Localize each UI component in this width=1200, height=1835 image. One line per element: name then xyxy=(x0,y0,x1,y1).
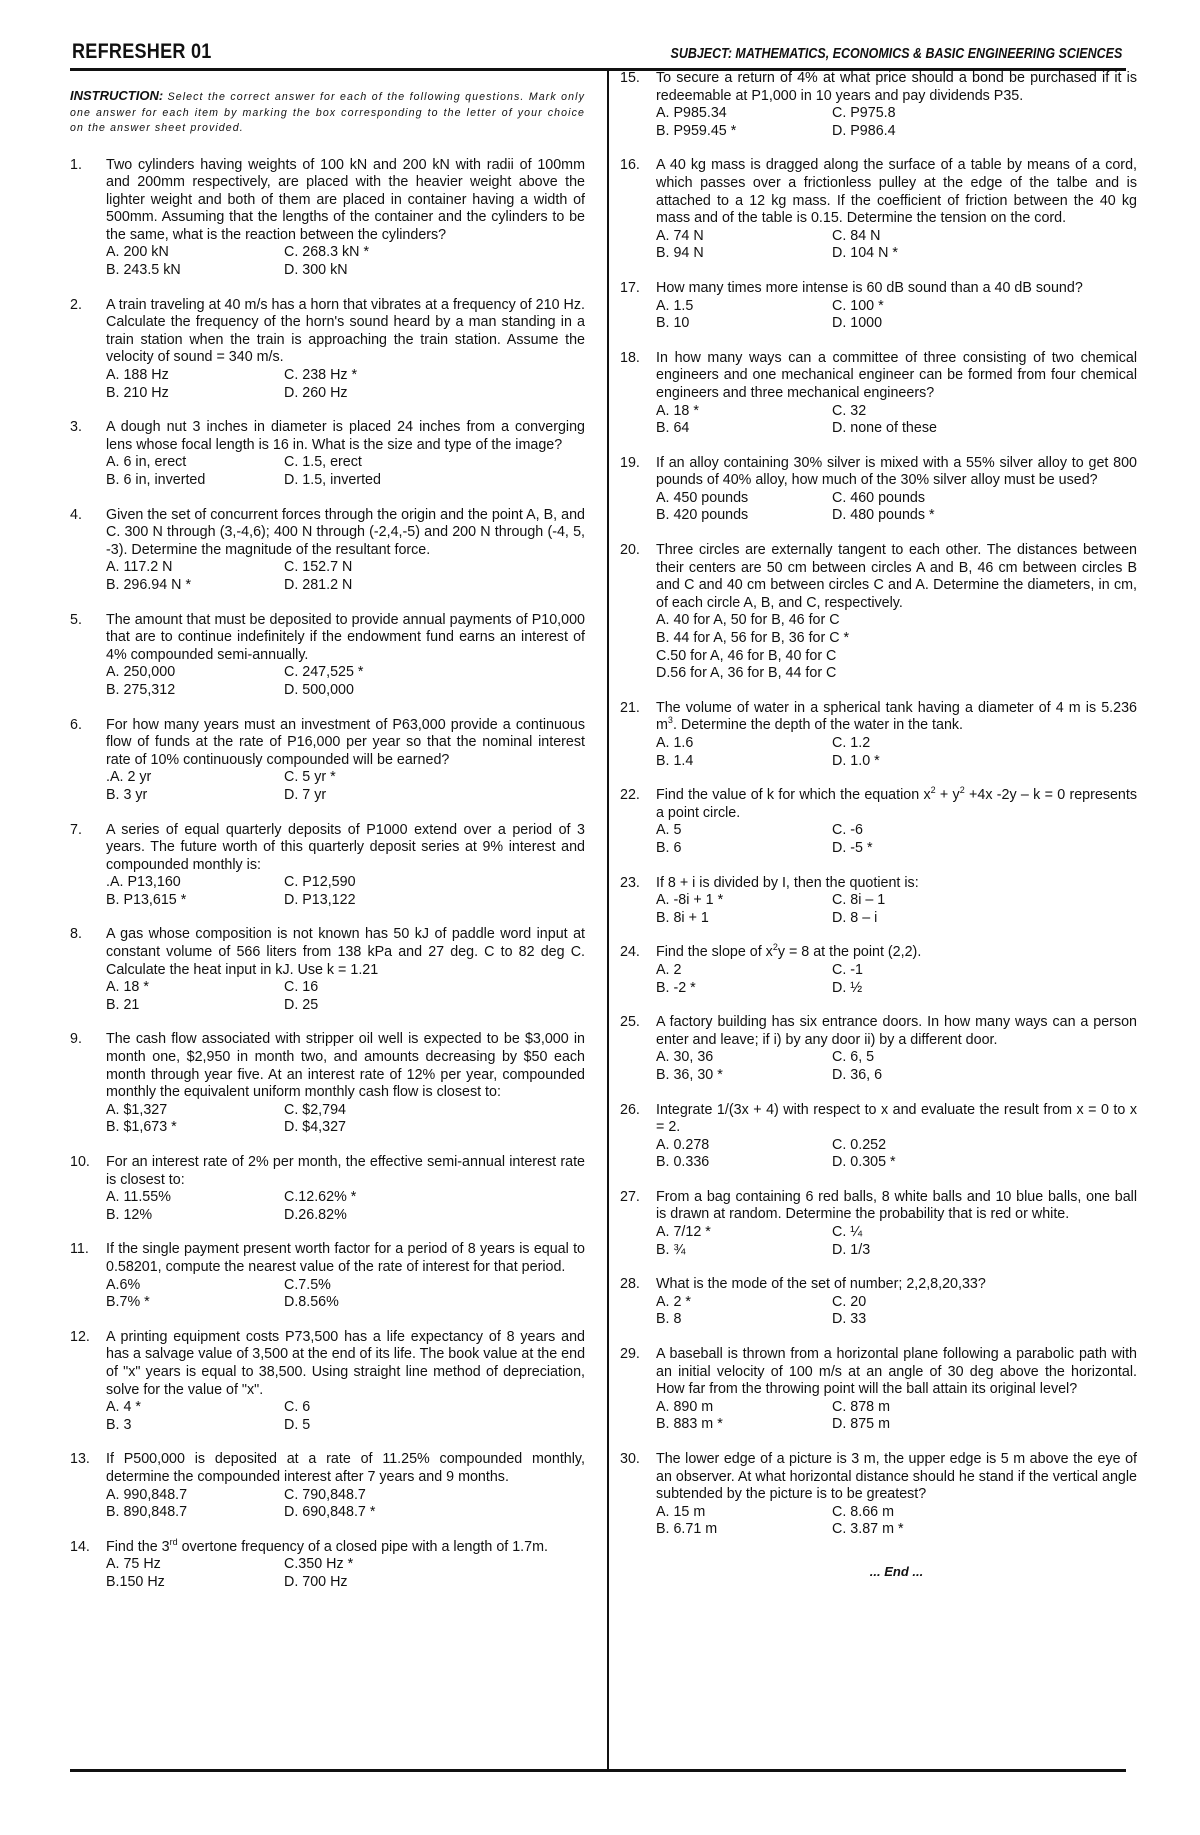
question-item xyxy=(70,507,585,595)
question-number: 7. xyxy=(70,821,82,838)
option-b: B. 6 xyxy=(656,839,682,856)
answer-options xyxy=(656,822,1137,857)
answer-options xyxy=(656,403,1137,438)
question-number: 19. xyxy=(620,454,640,471)
question-item xyxy=(620,1189,1137,1259)
question-stem: A dough nut 3 inches in diameter is placed 24 inches from a converging lens whose focal length is 16 in. What is the size and type of the image? xyxy=(106,419,585,453)
option-a: A. 1.5 xyxy=(656,297,694,314)
option-c: C. 238 Hz * xyxy=(284,367,358,384)
left-column xyxy=(70,80,585,1608)
answer-options xyxy=(656,1224,1137,1259)
option-d: D. P13,122 xyxy=(284,891,356,908)
option-d: D. 36, 6 xyxy=(832,1066,883,1083)
option-a: A. 188 Hz xyxy=(106,367,169,384)
answer-options xyxy=(656,105,1137,140)
option-d: D. 33 xyxy=(832,1311,867,1328)
option-a: A. P985.34 xyxy=(656,105,727,122)
question-item xyxy=(620,455,1137,525)
option-a: A. 0.278 xyxy=(656,1136,710,1153)
option-b: B. 3 yr xyxy=(106,786,148,803)
question-number: 1. xyxy=(70,156,82,173)
question-stem: In how many ways can a committee of three consisting of two chemical engineers and one mechanical engineer can be formed from four chemical engineers and three mechanical engineers? xyxy=(656,349,1137,401)
option-b: B. P13,615 * xyxy=(106,891,187,908)
instruction-text: Select the correct answer for each of the following questions. Mark only one answer for each item by marking the box corresponding to the letter of your choice on the answer sheet provided. xyxy=(70,91,585,134)
option-a: A. 15 m xyxy=(656,1503,706,1520)
answer-options xyxy=(106,244,585,279)
question-number: 30. xyxy=(620,1451,640,1467)
question-number: 23. xyxy=(620,874,640,891)
question-number: 22. xyxy=(620,787,640,804)
option-c: C. 32 xyxy=(832,402,867,419)
option-c: C. 268.3 kN * xyxy=(284,244,370,261)
question-item xyxy=(620,1102,1137,1172)
option-a: A. 4 * xyxy=(106,1399,141,1416)
answer-options xyxy=(656,1504,1137,1539)
question-item xyxy=(70,297,585,403)
question-number: 27. xyxy=(620,1188,640,1205)
question-number: 21. xyxy=(620,699,640,716)
option-b: B. -2 * xyxy=(656,979,696,996)
option-d: D. 25 xyxy=(284,996,319,1013)
option-a: A. 250,000 xyxy=(106,664,176,681)
question-item xyxy=(70,1451,585,1521)
option-c: C. 6 xyxy=(284,1399,311,1416)
answer-options xyxy=(656,1049,1137,1084)
option-b: B. 6.71 m xyxy=(656,1521,718,1538)
question-stem: A train traveling at 40 m/s has a horn that vibrates at a frequency of 210 Hz. Calculate the frequency of the horn's sound heard by a man standing in a train station when the train is approaching the train station. Assume the velocity of sound = 340 m/s. xyxy=(106,296,585,366)
question-item xyxy=(620,1276,1137,1329)
question-item xyxy=(620,1451,1137,1539)
option-a: A. 890 m xyxy=(656,1398,714,1415)
option-b: B. $1,673 * xyxy=(106,1119,177,1136)
option-a: A. 2 xyxy=(656,961,682,978)
question-number: 2. xyxy=(70,296,82,313)
question-stem: If the single payment present worth factor for a period of 8 years is equal to 0.58201, compute the nearest value of the rate of interest for that period. xyxy=(106,1241,585,1275)
option-c: C.50 for A, 46 for B, 40 for C xyxy=(656,647,837,664)
question-item xyxy=(70,1031,585,1137)
option-d: D. 500,000 xyxy=(284,681,354,698)
question-item xyxy=(620,787,1137,857)
option-a: A.6% xyxy=(106,1276,141,1293)
question-number: 8. xyxy=(70,926,82,943)
right-column xyxy=(620,70,1137,1581)
question-item xyxy=(620,1014,1137,1084)
option-d: D.26.82% xyxy=(284,1206,347,1223)
question-item xyxy=(70,1536,585,1592)
option-a: A. 75 Hz xyxy=(106,1556,161,1573)
option-c: C. 8.66 m xyxy=(832,1503,894,1520)
option-b: B. 94 N xyxy=(656,245,704,262)
option-d: D. 300 kN xyxy=(284,262,348,279)
option-b: B. 6 in, inverted xyxy=(106,472,206,488)
question-item xyxy=(70,717,585,805)
question-number: 3. xyxy=(70,419,82,436)
question-stem: From a bag containing 6 red balls, 8 white balls and 10 blue balls, one ball is drawn at random. Determine the probability that is red or white. xyxy=(656,1188,1137,1223)
option-c: C. 790,848.7 xyxy=(284,1486,366,1503)
question-item xyxy=(70,1241,585,1311)
question-stem: For an interest rate of 2% per month, the effective semi-annual interest rate is closest to: xyxy=(106,1154,585,1188)
question-item xyxy=(620,157,1137,263)
option-b: B. 890,848.7 xyxy=(106,1504,188,1521)
option-a: A. 1.6 xyxy=(656,735,694,751)
end-marker: ... End ... xyxy=(869,1563,924,1579)
answer-options xyxy=(656,228,1137,263)
option-c: C. -1 xyxy=(832,961,863,978)
option-b: B.150 Hz xyxy=(106,1573,165,1590)
option-c: C. -6 xyxy=(832,822,863,839)
question-list-left xyxy=(70,157,585,1522)
question-number: 14. xyxy=(70,1538,90,1555)
question-item xyxy=(70,822,585,910)
exam-title: REFRESHER 01 xyxy=(72,40,212,63)
option-b: B. 3 xyxy=(106,1416,132,1433)
option-d: D. 260 Hz xyxy=(284,384,348,401)
question-stem: How many times more intense is 60 dB sound than a 40 dB sound? xyxy=(656,279,1083,296)
option-b: B. 10 xyxy=(656,315,690,332)
option-c: C. 247,525 * xyxy=(284,664,364,681)
option-a: A. 117.2 N xyxy=(106,559,173,576)
option-a: A. 11.55% xyxy=(106,1189,171,1206)
option-b: B. 275,312 xyxy=(106,681,176,698)
option-c: C. 84 N xyxy=(832,227,881,244)
option-c: C. 5 yr * xyxy=(284,769,336,786)
question-number: 18. xyxy=(620,349,640,366)
option-c: C. 152.7 N xyxy=(284,559,353,576)
option-b: B. P959.45 * xyxy=(656,122,737,139)
instruction-label: INSTRUCTION: xyxy=(70,88,164,103)
question-stem: If P500,000 is deposited at a rate of 11.25% compounded monthly, determine the compounded interest after 7 years and 9 months. xyxy=(106,1451,585,1485)
answer-options xyxy=(106,664,585,699)
column-divider xyxy=(607,70,609,1769)
option-c: C. 0.252 xyxy=(832,1136,887,1153)
option-d: D.56 for A, 36 for B, 44 for C xyxy=(656,665,837,682)
question-item xyxy=(620,280,1137,333)
option-a: A. 30, 36 xyxy=(656,1049,714,1066)
question-number: 11. xyxy=(70,1241,89,1258)
option-b: B. 0.336 xyxy=(656,1154,710,1171)
question-item xyxy=(70,926,585,1014)
option-c: C. P975.8 xyxy=(832,105,896,122)
option-b: B. 243.5 kN xyxy=(106,262,181,279)
option-c: C. $2,794 xyxy=(284,1101,346,1118)
question-stem: The volume of water in a spherical tank having a diameter of 4 m is 5.236 $m^3$. Determine the depth of the water in the tank. xyxy=(656,699,1137,734)
question-number: 9. xyxy=(70,1031,82,1048)
option-c: C. 16 xyxy=(284,979,319,996)
option-b: B. 12% xyxy=(106,1206,153,1223)
bottom-rule xyxy=(70,1769,1126,1772)
option-d: D.8.56% xyxy=(284,1294,339,1311)
option-d: D. 480 pounds * xyxy=(832,507,935,524)
answer-options xyxy=(106,559,585,594)
question-stem: If 8 + i is divided by I, then the quotient is: xyxy=(656,874,919,891)
question-stem: A series of equal quarterly deposits of P1000 extend over a period of 3 years. The future worth of this quarterly deposit series at 9% interest and compounded monthly is: xyxy=(106,821,585,873)
option-d: D. 1/3 xyxy=(832,1241,871,1258)
option-b: B. 8i + 1 xyxy=(656,909,709,926)
question-number: 5. xyxy=(70,611,82,628)
question-item xyxy=(70,157,585,280)
question-item xyxy=(70,1329,585,1435)
option-b: B. 296.94 N * xyxy=(106,576,192,593)
question-item xyxy=(620,875,1137,928)
option-d: D. 104 N * xyxy=(832,245,898,262)
question-stem: The amount that must be deposited to provide annual payments of P10,000 that are to continue indefinitely if the endowment fund earns an interest of 4% compounded semi-annually. xyxy=(106,611,585,663)
question-item xyxy=(620,944,1137,997)
question-list-right-b xyxy=(620,1014,1137,1539)
question-stem: Find the value of k for which the equation $x^2 + y^2 +4x$ -2y – k = 0 represents a point circle. xyxy=(656,785,1137,821)
question-number: 15. xyxy=(620,70,640,86)
question-number: 6. xyxy=(70,716,82,733)
answer-options xyxy=(656,1399,1137,1434)
instruction-block xyxy=(70,88,585,137)
option-c: C. P12,590 xyxy=(284,874,356,891)
option-d: D. 1.5, inverted xyxy=(284,472,381,488)
option-d: D. 1.0 * xyxy=(832,752,880,769)
option-b: B. 883 m * xyxy=(656,1416,723,1433)
question-stem: If an alloy containing 30% silver is mixed with a 55% silver alloy to get 800 pounds of 40% alloy, how much of the 30% silver alloy must be used? xyxy=(656,454,1137,489)
option-d: D. 1000 xyxy=(832,315,883,332)
answer-options xyxy=(656,962,1137,997)
question-stem: What is the mode of the set of number; 2,2,8,20,33? xyxy=(656,1276,986,1293)
option-d: D. $4,327 xyxy=(284,1119,346,1136)
option-a: A. 18 * xyxy=(106,979,149,996)
option-d: D. 690,848.7 * xyxy=(284,1504,376,1521)
option-c: C. 878 m xyxy=(832,1398,891,1415)
question-stem: A baseball is thrown from a horizontal plane following a parabolic path with an initial velocity of 100 m/s at an angle of 30 deg above the horizontal. How far from the throwing point will the ball attain its original level? xyxy=(656,1346,1137,1398)
question-number: 16. xyxy=(620,157,640,174)
answer-options xyxy=(656,892,1137,927)
option-c: C. ¼ xyxy=(832,1224,863,1241)
option-c: C. 1.5, erect xyxy=(284,454,362,471)
option-a: A. $1,327 xyxy=(106,1101,168,1118)
question-number: 4. xyxy=(70,506,82,523)
option-c: C. 1.2 xyxy=(832,735,871,751)
question-number: 12. xyxy=(70,1328,90,1345)
option-b: B. 8 xyxy=(656,1311,682,1328)
question-number: 24. xyxy=(620,944,640,961)
question-number: 25. xyxy=(620,1014,640,1031)
question-stem: Given the set of concurrent forces through the origin and the point A, B, and C. 300 N through (3,-4,6); 400 N through (-2,4,-5) and 200 N through (-4, 5, -3). Determine the magnitude of the resultant force. xyxy=(106,506,585,558)
question-number: 13. xyxy=(70,1451,90,1468)
question-stem: A printing equipment costs P73,500 has a life expectancy of 8 years and has a salvage value of 3,500 at the end of its life. The book value at the end of "x" years is equal to 38,500. Using straight line method of depreciation, solve for the value of "x". xyxy=(106,1328,586,1398)
question-stem: The lower edge of a picture is 3 m, the upper edge is 5 m above the eye of an observer. At what horizontal distance should he stand if the vertical angle subtended by the picture is to be greatest? xyxy=(656,1451,1137,1503)
answer-options xyxy=(656,298,1137,333)
option-d: D. 7 yr xyxy=(284,786,327,803)
answer-options xyxy=(106,1487,585,1522)
question-number: 17. xyxy=(620,279,640,296)
answer-options xyxy=(106,979,585,1014)
option-b: B. 420 pounds xyxy=(656,507,749,524)
answer-options xyxy=(106,367,585,402)
option-d: C. 3.87 m * xyxy=(832,1521,904,1538)
question-stem: Find the slope of $x^2y = 8$ at the point (2,2). xyxy=(656,942,922,961)
question-stem: Integrate 1/(3x + 4) with respect to x and evaluate the result from x = 0 to x = 2. xyxy=(656,1101,1137,1136)
option-a: A. 7/12 * xyxy=(656,1224,711,1241)
question-item xyxy=(70,1154,585,1224)
answer-options xyxy=(656,1294,1137,1329)
answer-options xyxy=(106,769,585,804)
option-a: A. 5 xyxy=(656,822,682,839)
option-c: C.350 Hz * xyxy=(284,1556,354,1573)
option-c: C. 20 xyxy=(832,1293,867,1310)
question-item xyxy=(70,612,585,700)
question-item xyxy=(620,1346,1137,1434)
question-item xyxy=(620,350,1137,438)
option-a: A. 450 pounds xyxy=(656,489,749,506)
question-stem: Two cylinders having weights of 100 kN and 200 kN with radii of 100mm and 200mm respectively, are placed with the heavier weight above the lighter weight and both of them are placed in container having a width of 500mm. Assuming that the lengths of the container and the cylinders to be the same, what is the reaction between the cylinders? xyxy=(106,156,585,243)
option-b: B. 1.4 xyxy=(656,752,694,769)
option-b: B. ¾ xyxy=(656,1241,686,1258)
option-d: D. 0.305 * xyxy=(832,1154,896,1171)
question-item xyxy=(70,419,585,489)
question-stem: A factory building has six entrance doors. In how many ways can a person enter and leave; if i) by any door ii) by a different door. xyxy=(656,1014,1137,1048)
option-d: D. none of these xyxy=(832,420,937,437)
option-d: D. 700 Hz xyxy=(284,1573,348,1590)
option-a: A. 6 in, erect xyxy=(106,454,187,471)
answer-options xyxy=(106,1399,585,1434)
subject-heading: SUBJECT: MATHEMATICS, ECONOMICS & BASIC ENGINEERING SCIENCES xyxy=(670,46,1122,62)
question-stem: Three circles are externally tangent to each other. The distances between their centers are 50 cm between circles A and B, 46 cm between circles B and C and 40 cm between circles C and A. Determine the diameters, in cm, of each circle A, B, and C, respectively. xyxy=(656,542,1137,611)
option-c: C. 460 pounds xyxy=(832,489,925,506)
option-b: B. 210 Hz xyxy=(106,384,169,401)
question-stem: Find the 3rd overtone frequency of a closed pipe with a length of 1.7m. xyxy=(106,1536,548,1555)
question-number: 28. xyxy=(620,1276,640,1293)
option-d: D. 875 m xyxy=(832,1416,891,1433)
question-list-right-a xyxy=(620,70,1137,525)
option-d: D. -5 * xyxy=(832,839,873,856)
answer-options xyxy=(106,1556,585,1591)
answer-options xyxy=(106,1102,585,1137)
option-c: C. 100 * xyxy=(832,297,884,314)
option-b: B. 64 xyxy=(656,420,690,437)
answer-options xyxy=(106,1277,585,1312)
question-number: 10. xyxy=(70,1154,90,1170)
answer-options xyxy=(656,1137,1137,1172)
question-stem: To secure a return of 4% at what price should a bond be purchased if it is redeemable at P1,000 in 10 years and pay dividends P35. xyxy=(656,70,1137,104)
question-stem: A gas whose composition is not known has 50 kJ of paddle word input at constant volume of 566 liters from 138 kPa and 27 deg. C to 82 deg C. Calculate the heat input in kJ. Use k = 1.21 xyxy=(106,926,585,978)
question-item xyxy=(620,542,1137,683)
option-a: A. 200 kN xyxy=(106,244,169,261)
option-c: C.7.5% xyxy=(284,1276,331,1293)
answer-options xyxy=(106,874,585,909)
option-c: C.12.62% * xyxy=(284,1189,357,1206)
option-a: A. 2 * xyxy=(656,1293,691,1310)
answer-options xyxy=(106,454,585,489)
option-a: A. 74 N xyxy=(656,227,704,244)
option-d: D. P986.4 xyxy=(832,122,896,139)
option-b: B. 21 xyxy=(106,996,140,1013)
option-c: C. 6, 5 xyxy=(832,1049,875,1066)
option-a: A. -8i + 1 * xyxy=(656,892,724,909)
question-item xyxy=(620,700,1137,770)
option-d: D. ½ xyxy=(832,979,863,996)
question-number: 20. xyxy=(620,542,640,559)
option-a: .A. P13,160 xyxy=(106,874,181,891)
option-b: B. 44 for A, 56 for B, 36 for C * xyxy=(656,630,850,647)
option-a: A. 990,848.7 xyxy=(106,1486,188,1503)
question-stem: The cash flow associated with stripper oil well is expected to be $3,000 in month one, $2,950 in month two, and amounts decreasing by $50 each month through year five. At an interest rate of 12% per year, compounded monthly the equivalent uniform monthly cash flow is closest to: xyxy=(106,1031,585,1101)
answer-options xyxy=(656,490,1137,525)
option-d: D. 281.2 N xyxy=(284,576,353,593)
question-stem: A 40 kg mass is dragged along the surface of a table by means of a cord, which passes over a frictionless pulley at the edge of the talbe and is attached to a 12 kg mass. If the coefficient of friction between the 40 kg mass and of the table is 0.15. Determine the tension on the cord. xyxy=(656,157,1137,227)
answer-options xyxy=(106,1189,585,1224)
question-item xyxy=(620,70,1137,140)
option-d: D. 5 xyxy=(284,1416,311,1433)
question-number: 29. xyxy=(620,1346,640,1363)
question-stem: For how many years must an investment of P63,000 provide a continuous flow of funds at the rate of P16,000 per year so that the nominal interest rate of 10% continuously compounded will be earned? xyxy=(106,716,585,768)
option-a: A. 40 for A, 50 for B, 46 for C xyxy=(656,612,840,629)
option-c: C. 8i – 1 xyxy=(832,892,886,909)
option-a: A. 18 * xyxy=(656,402,699,419)
option-b: B. 36, 30 * xyxy=(656,1066,723,1083)
option-b: B.7% * xyxy=(106,1294,150,1311)
option-a: .A. 2 yr xyxy=(106,769,152,786)
question-number: 26. xyxy=(620,1101,640,1118)
option-d: D. 8 – i xyxy=(832,909,878,926)
answer-options xyxy=(656,735,1137,770)
